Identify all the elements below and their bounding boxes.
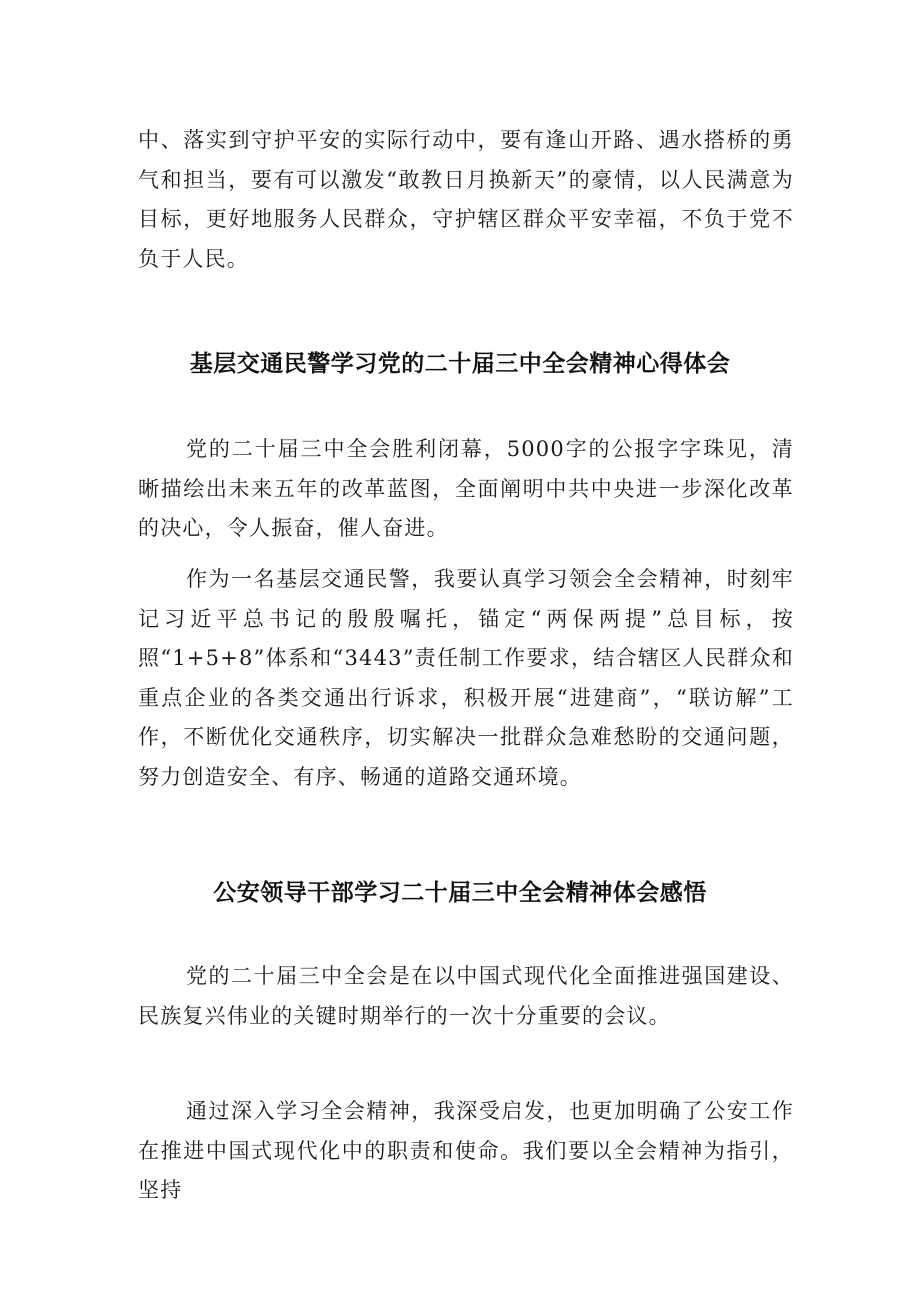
section2-paragraph-1: 党的二十届三中全会是在以中国式现代化全面推进强国建设、民族复兴伟业的关键时期举行的一次十分重要的会议。 bbox=[138, 964, 794, 1028]
section2-paragraph-2: 通过深入学习全会精神，我深受启发，也更加明确了公安工作在推进中国式现代化中的职责和使命。我们要以全会精神为指引，坚持 bbox=[138, 1099, 794, 1202]
section1-paragraph-2: 作为一名基层交通民警，我要认真学习领会全会精神，时刻牢记习近平总书记的殷殷嘱托，锚定“两保两提”总目标，按照“1+5+8”体系和“3443”责任制工作要求，结合辖区人民群众和重点企业的各类交通出行诉求，积极开展“进建商”，“联访解”工作，不断优化交通秩序，切实解决一批群众急难愁盼的交通问题，努力创造安全、有序、畅通的道路交通环境。 bbox=[138, 567, 794, 789]
section1-title: 基层交通民警学习党的二十届三中全会精神心得体会 bbox=[189, 351, 731, 377]
section1-paragraph-1: 党的二十届三中全会胜利闭幕，5000字的公报字字珠见，清晰描绘出未来五年的改革蓝图，全面阐明中共中央进一步深化改革的决心，令人振奋，催人奋进。 bbox=[138, 437, 794, 540]
intro-paragraph: 中、落实到守护平安的实际行动中，要有逢山开路、遇水搭桥的勇气和担当，要有可以激发“敢教日月换新天”的豪情，以人民满意为目标，更好地服务人民群众，守护辖区群众平安幸福，不负于党不负于人民。 bbox=[138, 128, 794, 271]
section2-title: 公安领导干部学习二十届三中全会精神体会感悟 bbox=[213, 880, 707, 906]
